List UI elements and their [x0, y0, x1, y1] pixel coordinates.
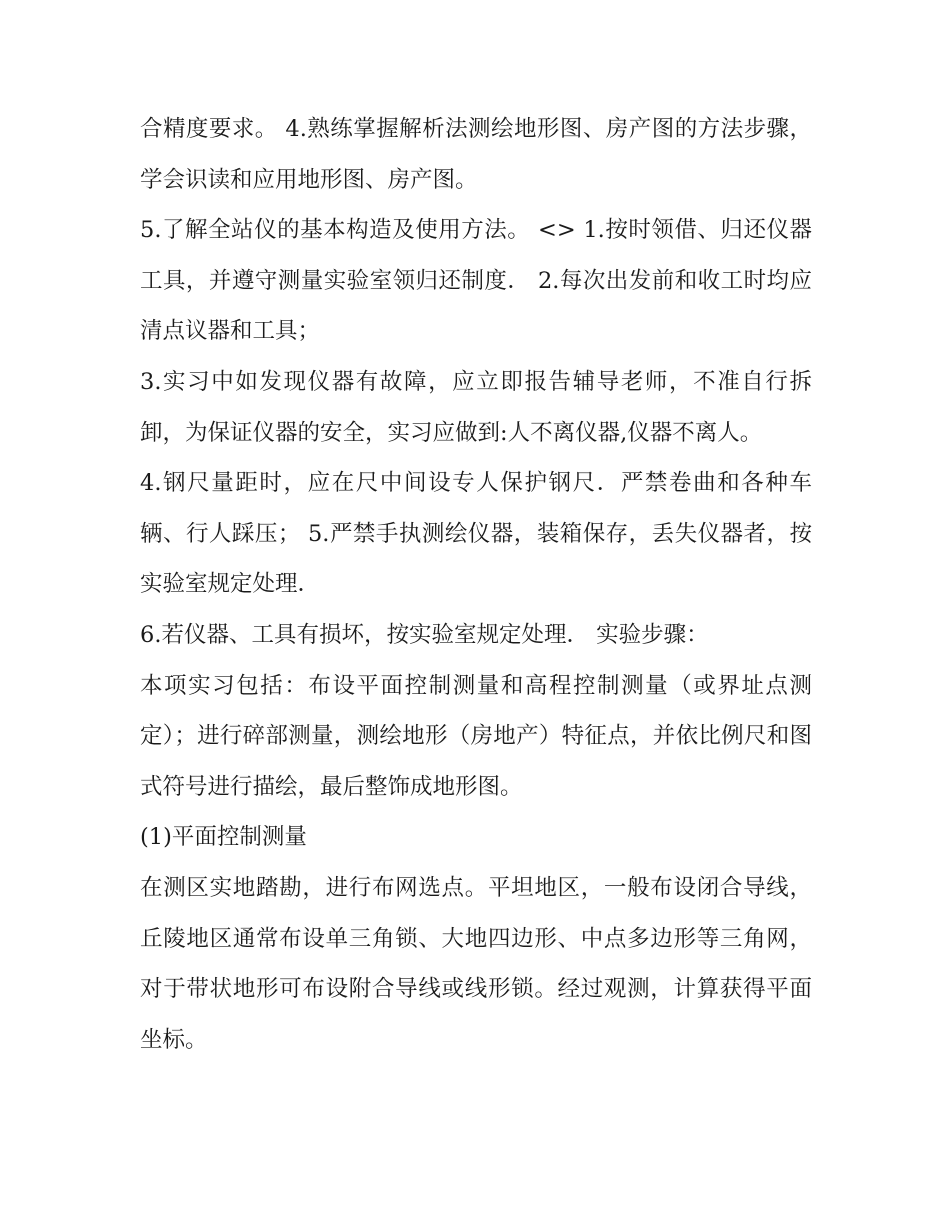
- paragraph-4: 4.钢尺量距时，应在尺中间设专人保护钢尺．严禁卷曲和各种车辆、行人踩压； 5.严禁手执测绘仪器，装箱保存，丢失仪器者，按实验室规定处理．: [140, 470, 812, 598]
- document-body: [140, 104, 812, 1065]
- paragraph-2: 5.了解全站仪的基本构造及使用方法。 <> 1.按时领借、归还仪器工具，并遵守测量实验室领归还制度． 2.每次出发前和收工时均应清点议器和工具；: [140, 217, 812, 345]
- paragraph-5: 6.若仪器、工具有损坏，按实验室规定处理． 实验步骤：: [140, 621, 709, 648]
- paragraph-6: 本项实习包括：布设平面控制测量和高程控制测量（或界址点测定）；进行碎部测量，测绘地形（房地产）特征点，并依比例尺和图式符号进行描绘，最后整饰成地形图。: [140, 672, 812, 800]
- paragraph-8: 在测区实地踏勘，进行布网选点。平坦地区，一般布设闭合导线，丘陵地区通常布设单三角锁、大地四边形、中点多边形等三角网，对于带状地形可布设附合导线或线形锁。经过观测，计算获得平面坐标。: [140, 874, 812, 1053]
- paragraph-1: 合精度要求。 4.熟练掌握解析法测绘地形图、房产图的方法步骤，学会识读和应用地形图、房产图。: [140, 116, 812, 193]
- paragraph-3: 3.实习中如发现仪器有故障，应立即报告辅导老师，不准自行拆卸，为保证仪器的安全，实习应做到:人不离仪器,仪器不离人。: [140, 368, 812, 446]
- section-heading: (1)平面控制测量: [140, 824, 307, 851]
